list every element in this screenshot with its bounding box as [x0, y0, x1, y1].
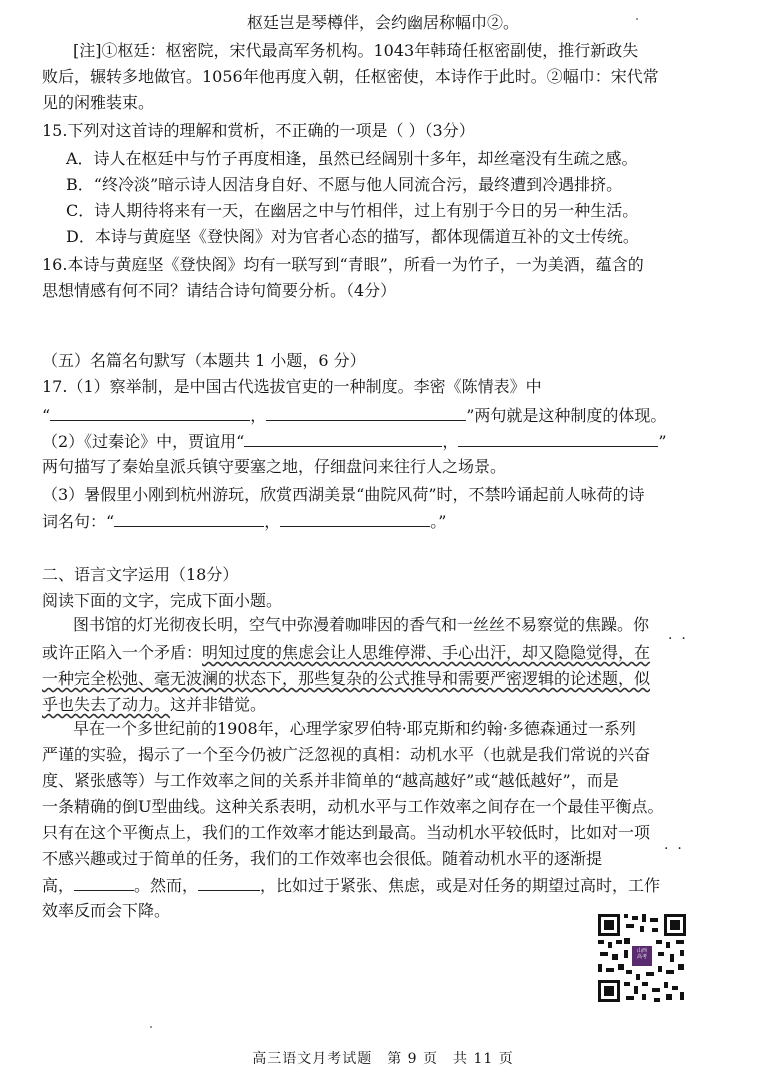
- passage-p2-line-8: 效率反而会下降。: [42, 901, 171, 920]
- wavy-underlined-sentence: 乎也失去了动力。: [42, 695, 171, 714]
- q15-option-a: A．诗人在枢廷中与竹子再度相逢，虽然已经阔别十多年，却丝毫没有生疏之感。: [66, 149, 638, 168]
- comma: ，: [250, 406, 267, 425]
- poem-last-line: 枢廷岂是琴樽伴，会约幽居称幅巾②。: [246, 13, 519, 32]
- scan-speck: [636, 18, 638, 20]
- section-2-heading: 二、语言文字运用（18分）: [42, 565, 239, 584]
- p1-plain-end: 这并非错觉。: [170, 695, 267, 714]
- q17-1-line-b: [42, 402, 666, 429]
- q17-2-line-b: 两句描写了秦始皇派兵镇守要塞之地，仔细盘问来往行人之场景。: [42, 457, 507, 476]
- q17-3-line-b: [42, 508, 446, 535]
- wavy-underlined-sentence: 明知过度的焦虑会让人思维停滞、手心出汗，却又隐隐觉得，在: [202, 643, 651, 662]
- passage-p2-line-3: 度、紧张感等）与工作效率之间的关系并非简单的“越高越好”或“越低越好”，而是: [42, 771, 619, 790]
- passage-p2-line-4: 一条精确的倒U型曲线。这种关系表明，动机水平与工作效率之间存在一个最佳平衡点。: [42, 797, 664, 816]
- passage-p1-line-4: [42, 692, 266, 718]
- section-2-instruction: 阅读下面的文字，完成下面小题。: [42, 591, 283, 610]
- p2-seg-b: 。然而，: [134, 876, 199, 895]
- answer-blank[interactable]: [244, 428, 442, 447]
- notes-line-2: 败后，辗转多地做官。1056年他再度入朝，任枢密使，本诗作于此时。②幅巾：宋代常: [42, 67, 659, 86]
- q16-line-1: 16.本诗与黄庭坚《登快阁》均有一联写到“青眼”，所看一为竹子，一为美酒，蕴含的: [42, 255, 644, 274]
- comma: ，: [264, 512, 281, 531]
- passage-p1-line-2: [42, 640, 650, 666]
- q17-2-line-a: [42, 428, 667, 455]
- qr-logo-label: 山西 高考: [636, 948, 647, 960]
- q16-line-2: 思想情感有何不同？请结合诗句简要分析。（4分）: [42, 281, 397, 300]
- passage-p2-line-5: 只有在这个平衡点上，我们的工作效率才能达到最高。当动机水平较低时，比如对一项: [42, 823, 651, 842]
- close-quote: ”: [658, 432, 667, 451]
- scan-speck: [150, 1026, 152, 1028]
- p2-seg-c: ，比如过于紧张、焦虑，或是对任务的期望过高时，工作: [260, 876, 661, 895]
- answer-blank[interactable]: [198, 872, 260, 891]
- comma: ，: [442, 432, 459, 451]
- p2-seg-a: 高，: [42, 876, 75, 895]
- close-quote: 。”: [430, 512, 447, 531]
- q17-1-line-a: 17.（1）察举制，是中国古代选拔官吏的一种制度。李密《陈情表》中: [42, 377, 542, 396]
- q17-3-line-a: （3）暑假里小刚到杭州游玩，欣赏西湖美景“曲院风荷”时，不禁吟诵起前人咏荷的诗: [42, 485, 645, 504]
- close-quote-text: ”两句就是这种制度的体现。: [466, 406, 667, 425]
- passage-p1-line-3: [42, 666, 650, 692]
- passage-p1-line-1: 图书馆的灯光彻夜长明，空气中弥漫着咖啡因的香气和一丝丝不易察觉的焦躁。你: [73, 615, 650, 634]
- open-quote: “: [42, 406, 51, 425]
- section-5-heading: （五）名篇名句默写（本题共 1 小题，6 分）: [42, 351, 366, 370]
- q15-stem: 15.下列对这首诗的理解和赏析，不正确的一项是（ ）（3分）: [42, 121, 475, 140]
- answer-blank[interactable]: [266, 402, 466, 421]
- q17-3-prefix: 词名句：“: [42, 512, 115, 531]
- q15-option-b: B．“终冷淡”暗示诗人因洁身自好、不愿与他人同流合污，最终遭到冷遇排挤。: [66, 175, 623, 194]
- passage-p2-line-2: 严谨的实验，揭示了一个至今仍被广泛忽视的真相：动机水平（也就是我们常说的兴奋: [42, 745, 651, 764]
- q17-2-prefix: （2）《过秦论》中，贾谊用“: [42, 432, 245, 451]
- answer-blank[interactable]: [280, 508, 430, 527]
- notes-line-3: 见的闲雅装束。: [42, 93, 155, 112]
- passage-p2-line-1: 早在一个多世纪前的1908年，心理学家罗伯特·耶克斯和约翰·多德森通过一系列: [73, 719, 636, 738]
- wavy-underlined-sentence: 一种完全松弛、毫无波澜的状态下，那些复杂的公式推导和需要严密逻辑的论述题，似: [42, 669, 651, 688]
- q15-option-c: C．诗人期待将来有一天，在幽居之中与竹相伴，过上有别于今日的另一种生活。: [66, 201, 639, 220]
- answer-blank[interactable]: [114, 508, 264, 527]
- answer-blank[interactable]: [458, 428, 658, 447]
- p1-plain: 或许正陷入一个矛盾：: [42, 643, 203, 662]
- page-footer: 高三语文月考试题 第 9 页 共 11 页: [252, 1051, 514, 1067]
- answer-blank[interactable]: [50, 402, 250, 421]
- answer-blank[interactable]: [74, 872, 134, 891]
- emphasis-dots: · ·: [668, 631, 686, 647]
- emphasis-dots: · ·: [664, 841, 682, 857]
- q15-option-d: D．本诗与黄庭坚《登快阁》对为官者心态的描写，都体现儒道互补的文士传统。: [66, 227, 639, 246]
- passage-p2-line-6: 不感兴趣或过于简单的任务，我们的工作效率也会很低。随着动机水平的逐渐提: [42, 849, 603, 868]
- passage-p2-line-7: [42, 872, 660, 899]
- notes-line-1: [注]①枢廷：枢密院，宋代最高军务机构。1043年韩琦任枢密副使，推行新政失: [73, 41, 639, 60]
